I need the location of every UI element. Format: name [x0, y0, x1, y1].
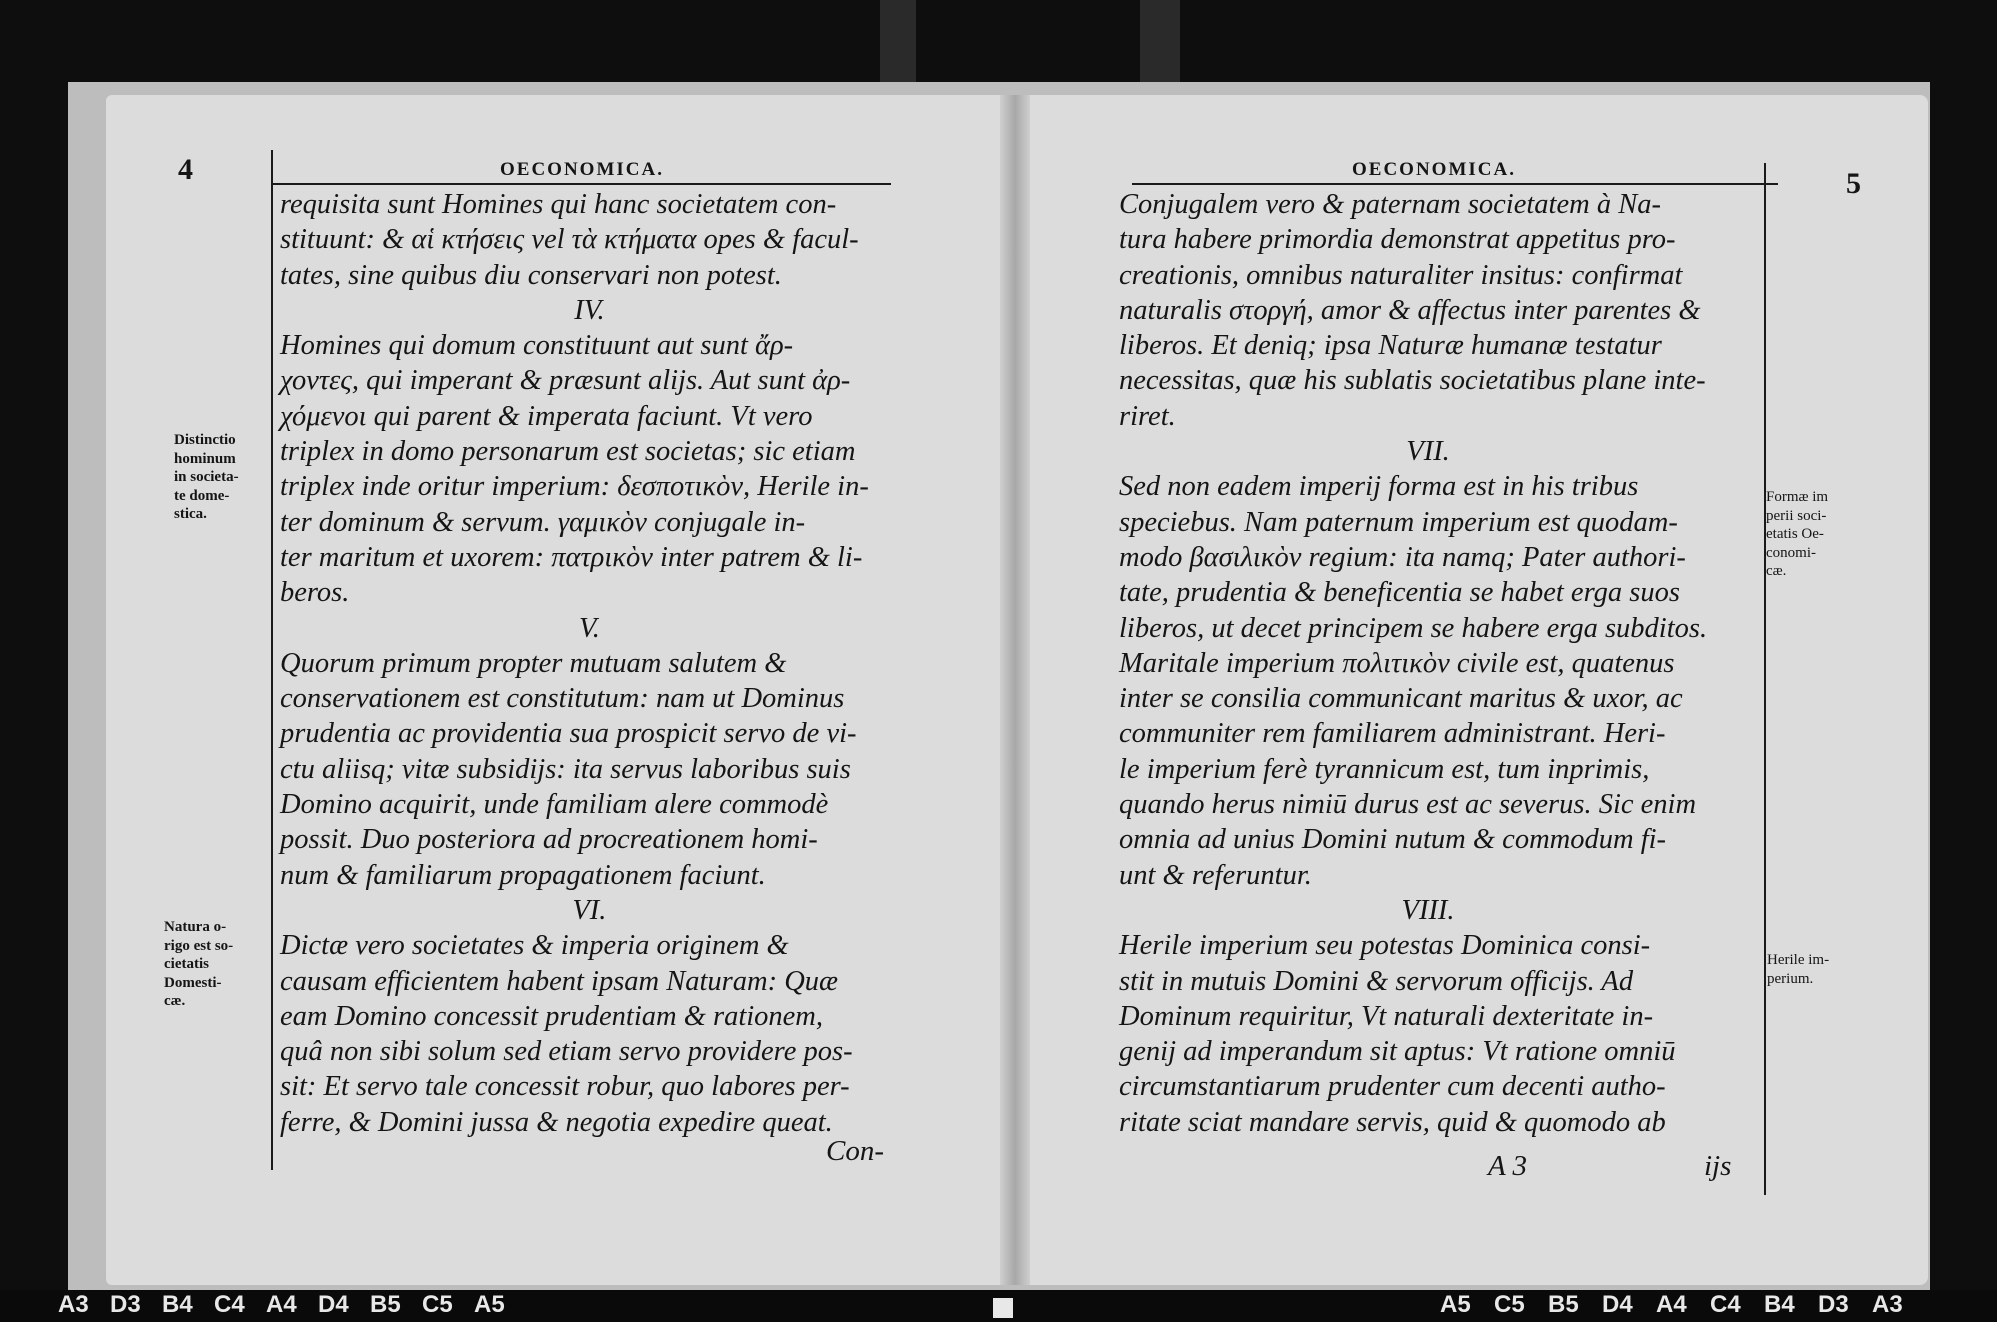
text-line: ter dominum & servum. γαμικὸν conjugale in- — [280, 506, 806, 538]
text-line: naturalis στοργή, amor & affectus inter parentes & — [1119, 294, 1701, 326]
text-line: χόμενοι qui parent & imperata faciunt. Vt vero — [280, 400, 813, 432]
page-number: 4 — [178, 153, 193, 186]
film-marker — [993, 1298, 1013, 1318]
text-line: liberos, ut decet principem se habere erga subditos. — [1119, 612, 1708, 644]
text-line: speciebus. Nam paternum imperium est quodam- — [1119, 506, 1678, 538]
section-number: VI. — [572, 894, 607, 926]
text-line: requisita sunt Homines qui hanc societatem con- — [280, 189, 837, 220]
film-label: A4 — [266, 1291, 297, 1318]
running-head: OECONOMICA. — [1352, 159, 1516, 180]
signature-mark: A 3 — [1488, 1150, 1527, 1182]
section-number: VII. — [1406, 436, 1450, 468]
text-line: stit in mutuis Domini & servorum officijs. Ad — [1119, 965, 1634, 997]
text-line: creationis, omnibus naturaliter insitus: confirmat — [1119, 259, 1683, 291]
text-line: quando herus nimiū durus est ac severus. Sic enim — [1119, 789, 1697, 821]
text-line: Dictæ vero societates & imperia originem & — [280, 930, 789, 962]
film-label: C4 — [1710, 1291, 1741, 1318]
text-line: ctu aliisq; vitæ subsidijs: ita servus laboribus suis — [280, 753, 851, 785]
text-line: tura habere primordia demonstrat appetitus pro- — [1119, 224, 1676, 256]
film-label: D4 — [318, 1291, 349, 1318]
film-label: B4 — [162, 1291, 193, 1318]
text-line: ritate sciat mandare servis, quid & quomodo ab — [1119, 1106, 1666, 1138]
film-label: C4 — [214, 1291, 245, 1318]
text-line: tate, prudentia & beneficentia se habet erga suos — [1119, 577, 1680, 609]
margin-note-formae: Formæ im perii soci- etatis Oe- conomi- cæ. — [1766, 489, 1829, 579]
text-line: riret. — [1119, 400, 1176, 432]
film-label: A5 — [474, 1291, 505, 1318]
text-line: Homines qui domum constituunt aut sunt ἄρ- — [280, 330, 794, 362]
text-line: inter se consilia communicant maritus & uxor, ac — [1119, 683, 1683, 715]
text-line: modo βασιλικὸν regium: ita namq; Pater authori- — [1119, 541, 1686, 573]
text-line: communiter rem familiarem administrant. Heri- — [1119, 718, 1666, 750]
margin-note-natura: Natura o- rigo est so- cietatis Domesti- cæ. — [164, 919, 234, 1009]
text-line: num & familiarum propagationem faciunt. — [280, 859, 766, 891]
text-line: χοντες, qui imperant & præsunt alijs. Aut sunt ἀρ- — [280, 365, 851, 397]
film-label: D4 — [1602, 1291, 1633, 1318]
film-label: C5 — [422, 1291, 453, 1318]
film-label: B5 — [370, 1291, 401, 1318]
text-line: beros. — [280, 577, 350, 609]
film-label: B5 — [1548, 1291, 1579, 1318]
text-line: Maritale imperium πολιτικὸν civile est, quatenus — [1119, 647, 1675, 679]
film-label: A5 — [1440, 1291, 1471, 1318]
text-line: eam Domino concessit prudentiam & rationem, — [280, 1000, 824, 1032]
section-number: V. — [578, 612, 600, 644]
text-line: sit: Et servo tale concessit robur, quo labores per- — [280, 1071, 850, 1103]
running-head: OECONOMICA. — [500, 159, 664, 180]
text-line: Herile imperium seu potestas Dominica consi- — [1119, 930, 1651, 962]
margin-note-distinctio: Distinctio hominum in societa- te dome- stica. — [174, 432, 239, 522]
catchword: Con- — [826, 1135, 884, 1167]
text-line: Quorum primum propter mutuam salutem & — [280, 647, 787, 679]
header-rule — [271, 183, 891, 185]
section-number: IV. — [574, 294, 605, 326]
text-line: triplex inde oritur imperium: δεσποτικὸν, Herile in- — [280, 471, 869, 503]
margin-rule — [1764, 163, 1766, 1195]
text-line: Domino acquirit, unde familiam alere commodè — [280, 789, 829, 821]
left-body-text — [280, 187, 869, 1140]
text-line: quâ non sibi solum sed etiam servo providere pos- — [280, 1036, 853, 1068]
text-line: ter maritum et uxorem: πατρικὸν inter patrem & li- — [280, 541, 863, 573]
film-label: C5 — [1494, 1291, 1525, 1318]
right-body-text — [1119, 187, 1707, 1140]
film-label: A4 — [1656, 1291, 1687, 1318]
text-line: Dominum requiritur, Vt naturali dexteritate in- — [1119, 1000, 1654, 1032]
film-label: A3 — [1872, 1291, 1903, 1318]
margin-rule — [271, 150, 273, 1170]
text-line: possit. Duo posteriora ad procreationem homi- — [280, 824, 818, 856]
page-number: 5 — [1846, 167, 1861, 200]
text-line: liberos. Et deniq; ipsa Naturæ humanæ testatur — [1119, 330, 1662, 362]
left-page — [106, 95, 1014, 1285]
header-rule — [1132, 183, 1778, 185]
text-line: omnia ad unius Domini nutum & commodum fi- — [1119, 824, 1667, 856]
film-label: B4 — [1764, 1291, 1795, 1318]
text-line: Conjugalem vero & paternam societatem à Na- — [1119, 189, 1661, 220]
text-line: genij ad imperandum sit aptus: Vt ratione omniū — [1119, 1036, 1676, 1068]
right-page — [1014, 95, 1928, 1285]
section-number: VIII. — [1401, 894, 1455, 926]
text-line: triplex in domo personarum est societas; sic etiam — [280, 436, 856, 468]
text-line: circumstantiarum prudenter cum decenti autho- — [1119, 1071, 1666, 1103]
text-line: tates, sine quibus diu conservari non potest. — [280, 259, 782, 291]
text-line: necessitas, quæ his sublatis societatibus plane inte- — [1119, 365, 1706, 397]
book-gutter — [1000, 95, 1030, 1285]
text-line: le imperium ferè tyrannicum est, tum inprimis, — [1119, 753, 1650, 785]
film-label: D3 — [1818, 1291, 1849, 1318]
film-label: D3 — [110, 1291, 141, 1318]
text-line: conservationem est constitutum: nam ut Dominus — [280, 683, 845, 715]
text-line: stituunt: & αἱ κτήσεις vel τὰ κτήματα opes & facul- — [280, 224, 859, 256]
text-line: unt & referuntur. — [1119, 859, 1312, 891]
text-line: Sed non eadem imperij forma est in his tribus — [1119, 471, 1639, 503]
film-label: A3 — [58, 1291, 89, 1318]
text-line: causam efficientem habent ipsam Naturam: Quæ — [280, 965, 839, 997]
margin-note-herile: Herile im- perium. — [1767, 952, 1830, 987]
text-line: prudentia ac providentia sua prospicit servo de vi- — [280, 718, 857, 750]
catchword: ijs — [1704, 1150, 1732, 1182]
text-line: ferre, & Domini jussa & negotia expedire queat. — [280, 1106, 833, 1138]
